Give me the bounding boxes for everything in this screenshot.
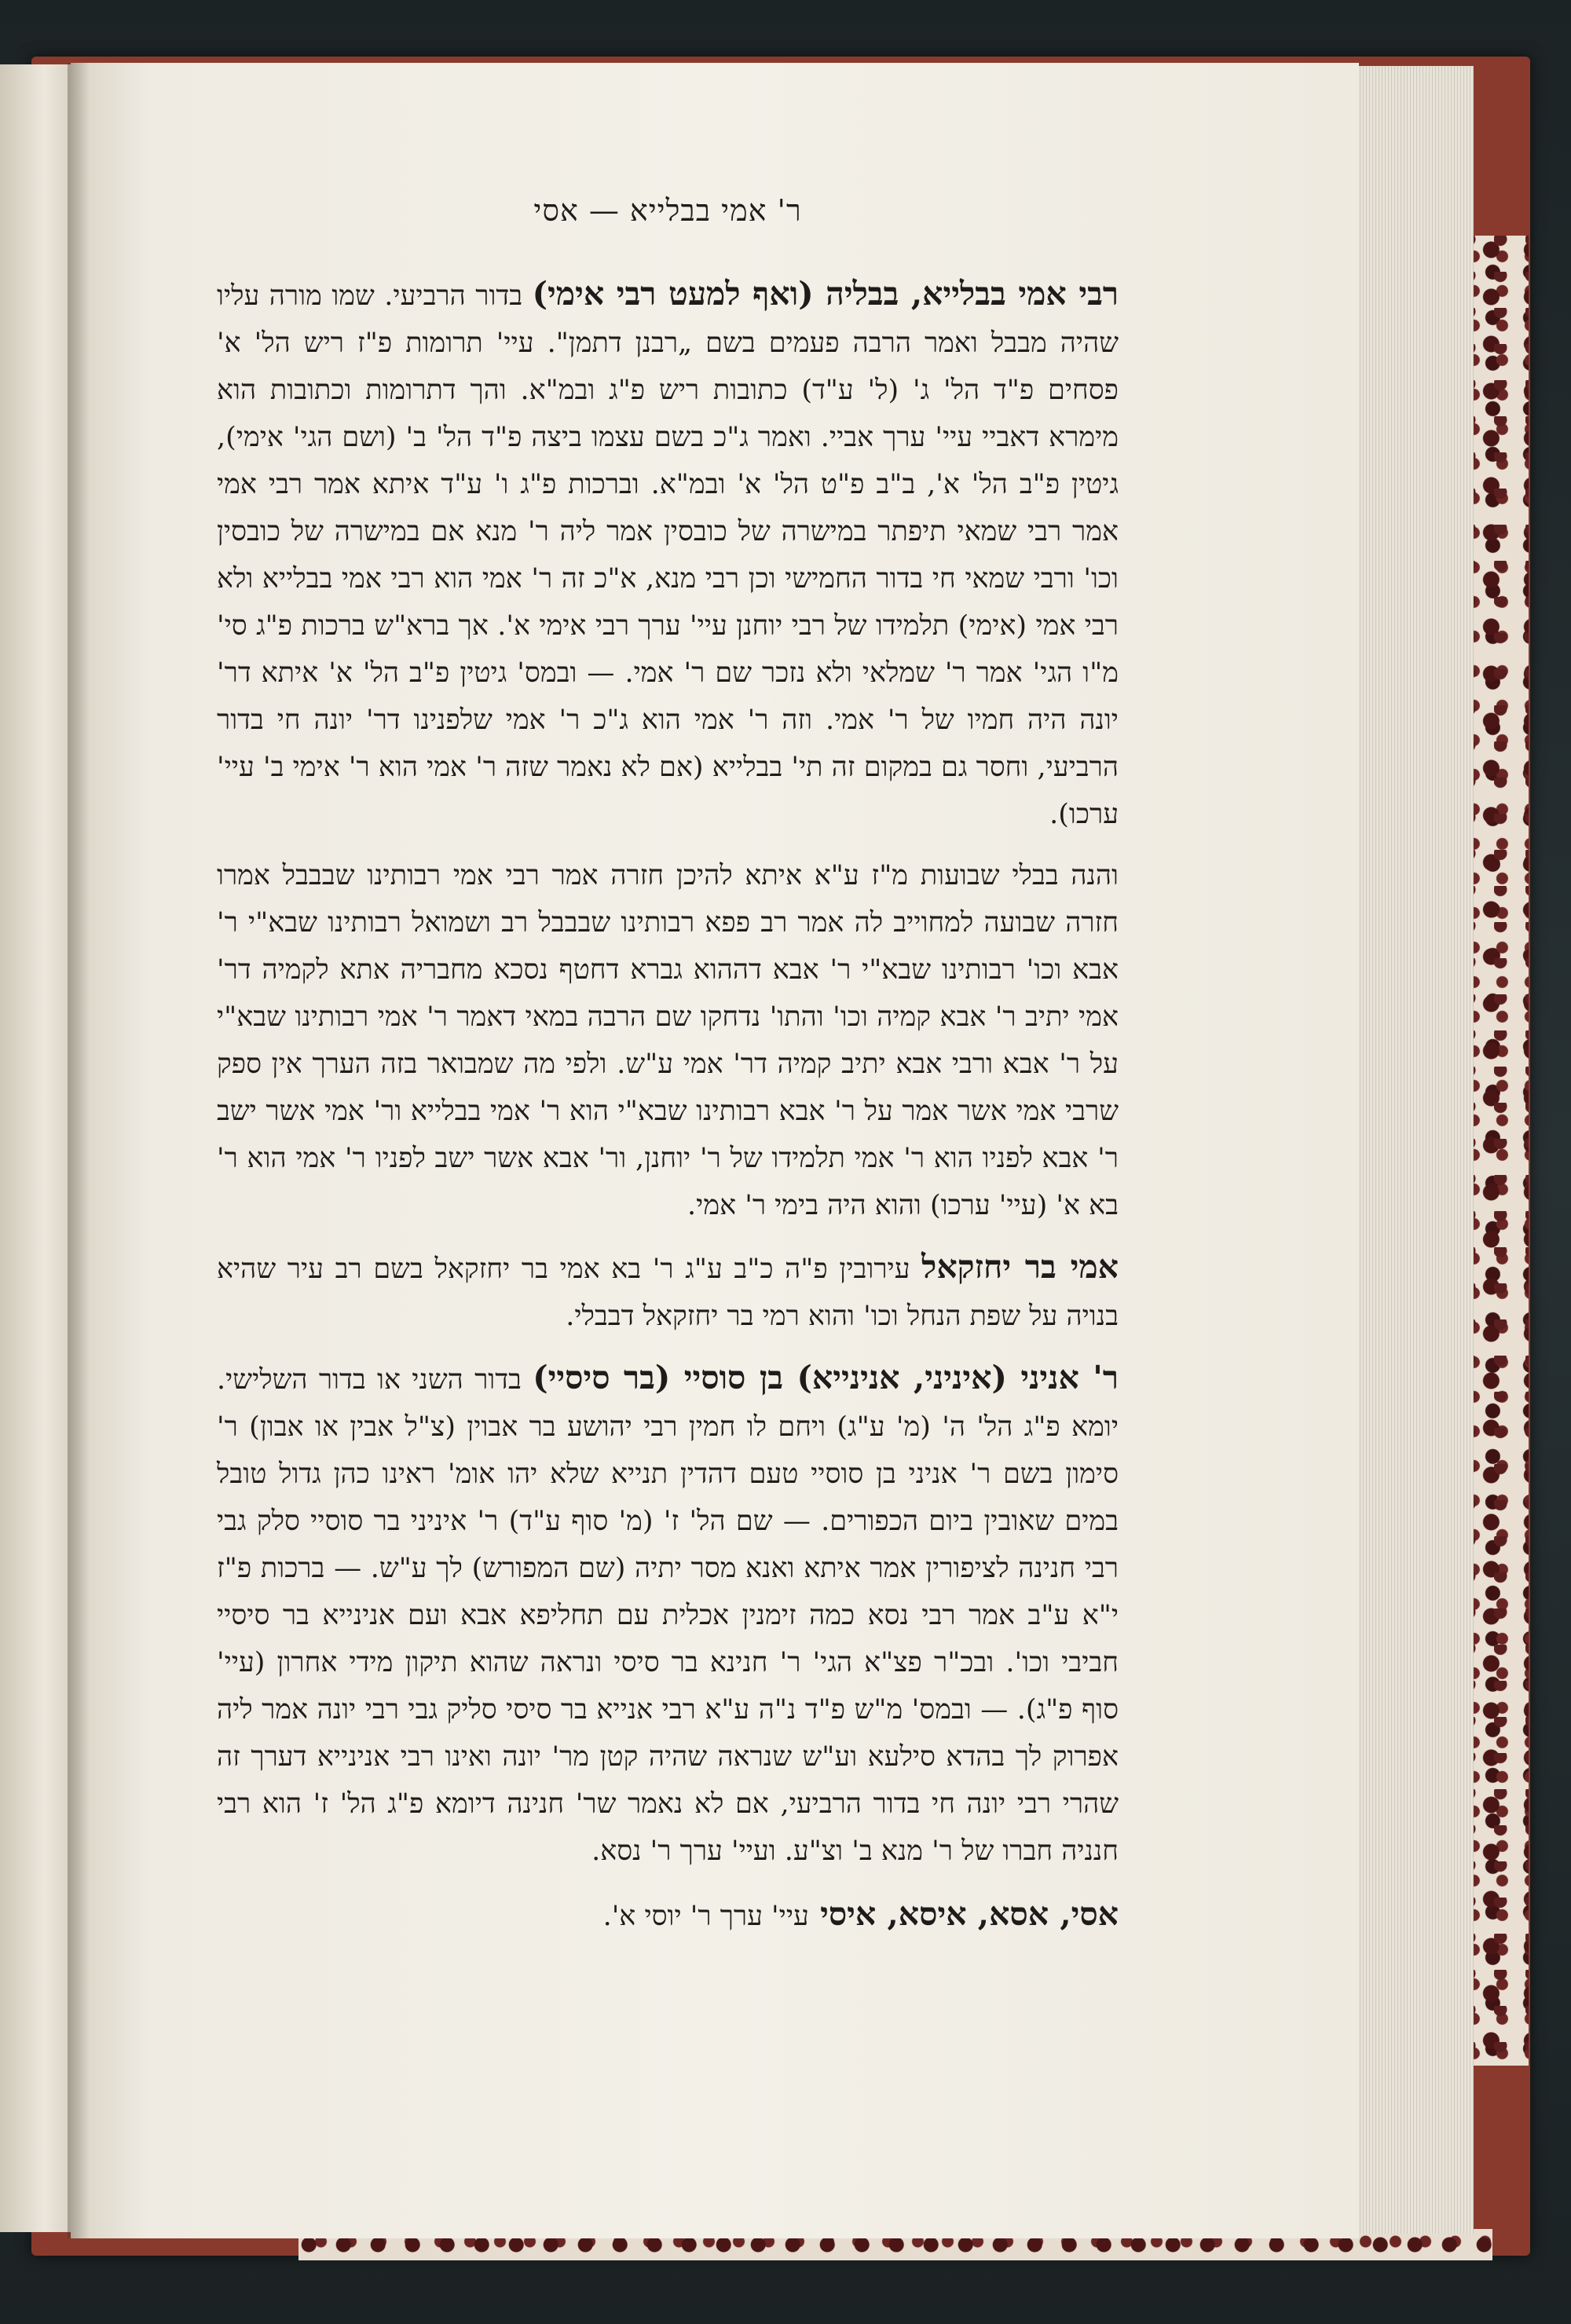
entry-paragraph <box>217 852 1119 1229</box>
entry-text: בדור השני או בדור השלישי. יומא פ"ג הל' ה' (מ' ע"ג) ויחם לו חמין רבי יהושע בר אבוין (צ"ל אבין או אבון) ר' סימון בשם ר' אניני בן סוסיי טעם דהדין תנייא שלא יהו אומ' ראינו כהן גדול טובל במים שאובין ביום הכפורים. — שם הל' ז' (מ' סוף ע"ד) ר' איניני בר סוסיי סלק גבי רבי חנינה לציפורין אמר איתא ואנא מסר יתיה (שם המפורש) לך ע"ש. — ברכות פ"ז י"א ע"ב אמר רבי נסא כמה זימנין אכלית עם תחליפא אבא ועם אנינייא בר סיסיי חביבי וכו'. ובכ"ר פצ"א הגי' ר' חנינא בר סיסי ונראה שהוא תיקון מידי אחרון (עיי' סוף פ"ג). — ובמס' מ"ש פ"ד נ"ה ע"א רבי אנייא בר סיסי סליק גבי רבי יונה אמר ליה אפרוק לך בהדא סילעא וע"ש שנראה שהיה קטן מר' יונה ואינו רבי אנינייא דערך זה שהרי רבי יונה חי בדור הרביעי, אם לא נאמר שר' חנינה דיומא פ"ג הל' ז' הוא רבי חנניה חברו של ר' מנא ב' וצ"ע. ועיי' ערך ר' נסא. <box>217 1364 1119 1867</box>
entry-headword: ר' אניני (איניני, אנינייא) בן סוסיי (בר סיסיי) <box>533 1359 1119 1396</box>
entry-text: בדור הרביעי. שמו מורה עליו שהיה מבבל ואמר הרבה פעמים בשם „רבנן דתמן". עיי' תרומות פ"ז ריש הל' א' פסחים פ"ד הל' ג' (ל' ע"ד) כתובות ריש פ"ג ובמ"א. והך דתרומות וכתובות הוא מימרא דאביי עיי' ערך אביי. ואמר ג"כ בשם עצמו ביצה פ"ד הל' ב' (ושם הגי' אימי), גיטין פ"ב הל' א', ב"ב פ"ט הל' א' ובמ"א. וברכות פ"ג ו' ע"ד איתא אמר רבי אמי אמר רבי שמאי תיפתר במישרה של כובסין אמר ליה ר' מנא אם במישרה של כובסין וכו' ורבי שמאי חי בדור החמישי וכן רבי מנא, א"כ זה ר' אמי הוא רבי אמי בבלייא ולא רבי אמי (אימי) תלמידו של רבי יוחנן עיי' ערך רבי אימי א'. אך ברא"ש ברכות פ"ג סי' מ"ו הגי' אמר ר' שמלאי ולא נזכר שם ר' אמי. — ובמס' גיטין פ"ב הל' א' איתא דר' יונה היה חמיו של ר' אמי. וזה ר' אמי הוא ג"כ ר' אמי שלפנינו דר' יונה חי בדור הרביעי, וחסר גם במקום זה תי' בבלייא (אם לא נאמר שזה ר' אמי הוא ר' אימי ב' עיי' ערכו). <box>217 280 1119 830</box>
previous-page-edge <box>0 64 74 2232</box>
entry <box>217 852 1119 1229</box>
page-content <box>217 185 1119 1942</box>
entry-headword: אמי בר יחזקאל <box>921 1248 1119 1286</box>
entry <box>217 1354 1119 1875</box>
final-entry <box>217 1889 1119 1942</box>
entry-paragraph <box>217 1243 1119 1340</box>
running-head: ר' אמי בבלייא — אסי <box>533 193 802 228</box>
entry-headword: אסי, אסא, איסא, איסי <box>820 1895 1119 1933</box>
entry <box>217 270 1119 838</box>
entry-paragraph <box>217 270 1119 838</box>
entry-reference: עיי' ערך ר' יוסי א'. <box>602 1901 809 1932</box>
entry-paragraph <box>217 1354 1119 1875</box>
entry-headword: רבי אמי בבלייא, בבליה (ואף למעט רבי אימי) <box>532 275 1119 313</box>
entry <box>217 1243 1119 1340</box>
page-gutter <box>68 63 90 2238</box>
entry-text: והנה בבלי שבועות מ"ז ע"א איתא להיכן חזרה אמר רבי אמי רבותינו שבבבל אמרו חזרה שבועה למחוייב לה אמר רב פפא רבותינו שבבבל רב ושמואל רבותינו שבא"י ר' אבא וכו' רבותינו שבא"י ר' אבא דההוא גברא דחטף נסכא מחבריה אתא לקמיה דר' אמי יתיב ר' אבא קמיה וכו' והתו' נדחקו שם הרבה במאי דאמר ר' אמי רבותינו שבא"י על ר' אבא ורבי אבא יתיב קמיה דר' אמי ע"ש. ולפי מה שמבואר בזה הערך אין ספק שרבי אמי אשר אמר על ר' אבא רבותינו שבא"י הוא ר' אמי בבלייא ור' אמי אשר ישב ר' אבא לפניו הוא ר' אמי תלמידו של ר' יוחנן, ור' אבא אשר ישב לפניו ר' אמי הוא ר' בא א' (עיי' ערכו) והוא היה בימי ר' אמי. <box>217 860 1119 1221</box>
entry-text: עירובין פ"ה כ"ב ע"ג ר' בא אמי בר יחזקאל בשם רב עיר שהיא בנויה על שפת הנחל וכו' והוא רמי בר יחזקאל דבבלי. <box>217 1253 1119 1332</box>
